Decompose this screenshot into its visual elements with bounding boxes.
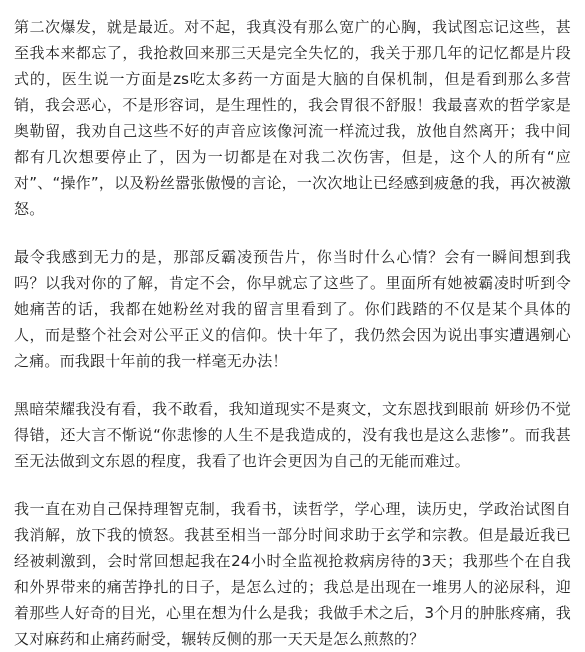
paragraph-1: 第二次爆发，就是最近。对不起，我真没有那么宽广的心胸，我试图忘记这些，甚至我本来都忘了，我抢救回来那三天是完全失忆的，我关于那几年的记忆都是片段式的，医生说一方面是zs吃太多药一方面是大脑的自保机制，但是看到那么多营销，我会恶心，不是形容词，是生理性的，我会胃很不舒服！我最喜欢的哲学家是奥勒留，我劝自己这些不好的声音应该像河流一样流过我，放他自然离开；我中间都有几次想要停止了，因为一切都是在对我二次伤害，但是，这个人的所有“应对”、“操作”，以及粉丝嚣张傲慢的言论，一次次地让已经感到疲惫的我，再次被激怒。 xyxy=(14,18,571,218)
paragraph-2: 最令我感到无力的是，那部反霸凌预告片，你当时什么心情？会有一瞬间想到我吗？以我对你的了解，肯定不会，你早就忘了这些了。里面所有她被霸凌时听到令她痛苦的话，我都在她粉丝对我的留言里看到了。你们践踏的不仅是某个具体的人，而是整个社会对公平正义的信仰。快十年了，我仍然会因为说出事实遭遇剜心之痛。而我跟十年前的我一样毫无办法！ xyxy=(14,248,571,370)
paragraph-3: 黑暗荣耀我没有看，我不敢看，我知道现实不是爽文，文东恩找到眼前 妍珍仍不觉得错，还大言不惭说“你悲惨的人生不是我造成的，没有我也是这么悲惨”。而我甚至无法做到文东恩的程度，我看了也许会更因为自己的无能而难过。 xyxy=(14,400,571,470)
paragraph-4: 我一直在劝自己保持理智克制，我看书，读哲学，学心理，读历史，学政治试图自我消解，放下我的愤怒。我甚至相当一部分时间求助于玄学和宗教。但是最近我已经被刺激到，会时常回想起我在24小时全监视抢救病房待的3天；我那些个在自我和外界带来的痛苦挣扎的日子，是怎么过的；我总是出现在一堆男人的泌尿科，迎着那些人好奇的目光，心里在想为什么是我；我做手术之后，3个月的肿胀疼痛，我又对麻药和止痛药耐受，辗转反侧的那一天天是怎么煎熬的？ xyxy=(14,500,571,648)
